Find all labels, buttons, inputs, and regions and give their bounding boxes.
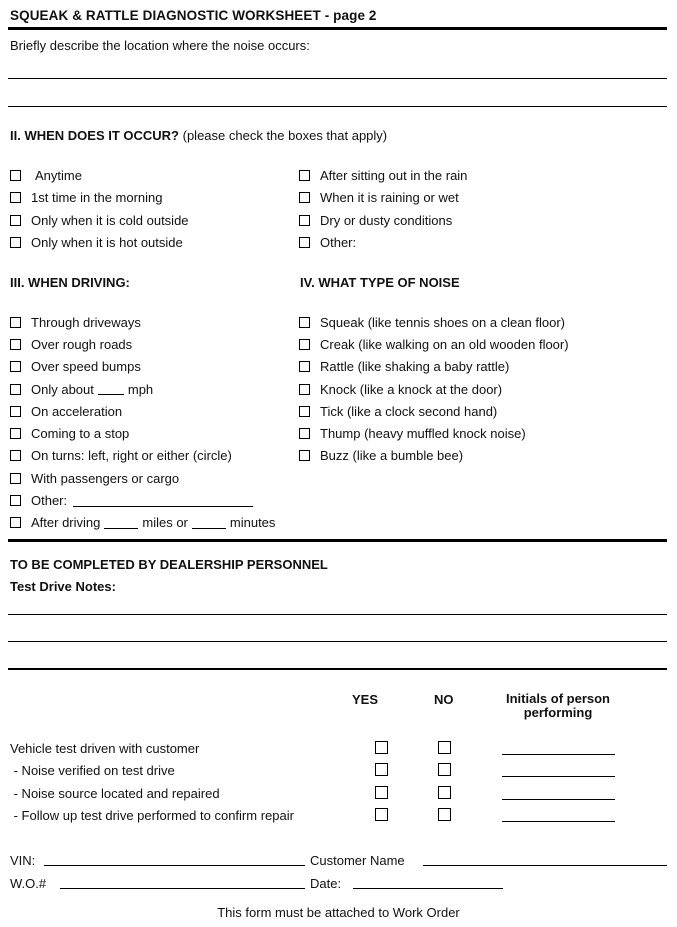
option-buzz[interactable]: Buzz (like a bumble bee) [299,445,569,467]
test-drive-notes-label: Test Drive Notes: [10,579,116,594]
section-when-driving-heading: III. WHEN DRIVING: [10,275,130,290]
option-after-rain[interactable]: After sitting out in the rain [299,164,467,187]
checkbox[interactable] [10,215,21,226]
option-creak[interactable]: Creak (like walking on an old wooden floor) [299,333,569,355]
dealership-heading: TO BE COMPLETED BY DEALERSHIP PERSONNEL [10,557,328,572]
vin-line[interactable] [44,865,305,866]
wo-label: W.O.# [10,876,47,891]
no-checkbox-source-repaired[interactable] [438,786,451,799]
option-on-turns[interactable]: On turns: left, right or either (circle) [10,445,275,467]
yes-checkbox-follow-up[interactable] [375,808,388,821]
checkbox[interactable] [10,517,21,528]
initials-line-test-driven[interactable] [502,754,615,755]
wo-line[interactable] [60,888,305,889]
row-noise-verified-label: - Noise verified on test drive [10,763,175,778]
title-divider [8,27,667,30]
col-no-header: NO [434,692,454,707]
checkbox[interactable] [299,406,310,417]
checkbox[interactable] [10,339,21,350]
option-speed-bumps[interactable]: Over speed bumps [10,356,275,378]
initials-line-follow-up[interactable] [502,821,615,822]
checkbox[interactable] [299,361,310,372]
option-squeak[interactable]: Squeak (like tennis shoes on a clean floor) [299,311,569,333]
checkbox[interactable] [299,317,310,328]
option-first-time-morning[interactable]: 1st time in the morning [10,187,189,210]
checkbox[interactable] [299,170,310,181]
checkbox[interactable] [299,237,310,248]
option-coming-to-stop[interactable]: Coming to a stop [10,422,275,444]
option-after-driving[interactable]: After driving miles or minutes [10,512,275,534]
when-driving-column [10,311,275,534]
option-other-occur[interactable]: Other: [299,232,467,255]
no-checkbox-follow-up[interactable] [438,808,451,821]
checkbox[interactable] [299,450,310,461]
noise-type-column [299,311,569,467]
page-title: SQUEAK & RATTLE DIAGNOSTIC WORKSHEET - page 2 [10,8,377,23]
section-when-occur-heading: II. WHEN DOES IT OCCUR? (please check the boxes that apply) [10,128,388,143]
checkbox[interactable] [299,428,310,439]
row-source-repaired-label: - Noise source located and repaired [10,786,220,801]
option-tick[interactable]: Tick (like a clock second hand) [299,400,569,422]
minutes-blank[interactable] [192,517,226,529]
no-checkbox-noise-verified[interactable] [438,763,451,776]
yes-checkbox-source-repaired[interactable] [375,786,388,799]
option-acceleration[interactable]: On acceleration [10,400,275,422]
location-line-2[interactable] [8,106,667,107]
option-raining-wet[interactable]: When it is raining or wet [299,187,467,210]
checkbox[interactable] [299,215,310,226]
notes-line-2[interactable] [8,641,667,642]
option-anytime[interactable]: Anytime [10,164,189,187]
col-yes-header: YES [352,692,379,707]
checkbox[interactable] [10,192,21,203]
notes-line-1[interactable] [8,614,667,615]
checkbox[interactable] [10,495,21,506]
option-passengers-cargo[interactable]: With passengers or cargo [10,467,275,489]
option-only-about-mph[interactable]: Only about mph [10,378,275,400]
checkbox[interactable] [10,384,21,395]
dealership-divider [8,539,667,542]
when-occur-right-column [299,164,467,254]
checkbox[interactable] [299,339,310,350]
checkbox[interactable] [10,237,21,248]
option-through-driveways[interactable]: Through driveways [10,311,275,333]
section-when-occur-note: (please check the boxes that apply) [182,128,388,143]
option-dry-dusty[interactable]: Dry or dusty conditions [299,209,467,232]
mph-blank[interactable] [98,383,124,395]
option-cold-outside[interactable]: Only when it is cold outside [10,209,189,232]
checkbox[interactable] [10,170,21,181]
checkbox[interactable] [10,473,21,484]
option-hot-outside[interactable]: Only when it is hot outside [10,232,189,255]
checkbox[interactable] [299,192,310,203]
option-rattle[interactable]: Rattle (like shaking a baby rattle) [299,356,569,378]
checkbox[interactable] [10,406,21,417]
initials-line-noise-verified[interactable] [502,776,615,777]
row-test-driven-label: Vehicle test driven with customer [10,741,200,756]
date-label: Date: [310,876,342,891]
footer-note: This form must be attached to Work Order [217,905,460,920]
row-follow-up-label: - Follow up test drive performed to confirm repair [10,808,294,823]
yes-checkbox-test-driven[interactable] [375,741,388,754]
other-driving-blank[interactable] [73,495,253,507]
when-occur-left-column [10,164,189,254]
yes-checkbox-noise-verified[interactable] [375,763,388,776]
initials-line-source-repaired[interactable] [502,799,615,800]
location-line-1[interactable] [8,78,667,79]
notes-line-3[interactable] [8,668,667,670]
section-noise-type-heading: IV. WHAT TYPE OF NOISE [300,275,460,290]
option-other-driving[interactable]: Other: [10,489,275,511]
col-initials-header: Initials of person performing [505,691,610,720]
miles-blank[interactable] [104,517,138,529]
customer-name-label: Customer Name [310,853,405,868]
vin-label: VIN: [10,853,36,868]
checkbox[interactable] [299,384,310,395]
no-checkbox-test-driven[interactable] [438,741,451,754]
checkbox[interactable] [10,450,21,461]
location-prompt: Briefly describe the location where the noise occurs: [10,38,310,53]
checkbox[interactable] [10,428,21,439]
customer-name-line[interactable] [423,865,667,866]
date-line[interactable] [353,888,503,889]
option-thump[interactable]: Thump (heavy muffled knock noise) [299,422,569,444]
option-knock[interactable]: Knock (like a knock at the door) [299,378,569,400]
checkbox[interactable] [10,317,21,328]
checkbox[interactable] [10,361,21,372]
option-rough-roads[interactable]: Over rough roads [10,333,275,355]
